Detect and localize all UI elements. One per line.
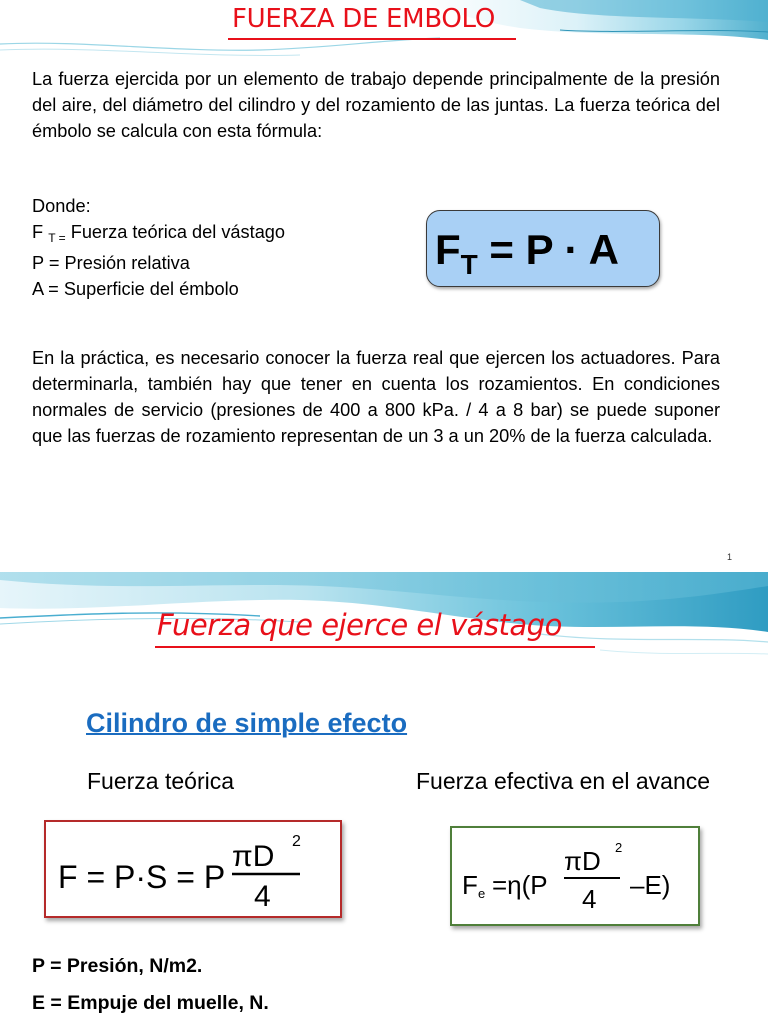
eq1-lhs: F = P·S = P [58, 859, 226, 895]
eq2-eta: =η(P [492, 870, 548, 900]
page-number: 1 [727, 552, 733, 562]
formula-subscript: T [460, 249, 478, 280]
def-pressure: P = Presión, N/m2. [32, 955, 203, 977]
def-ft-text: Fuerza teórica del vástago [65, 221, 286, 242]
eq2-lhs-subscript: e [478, 886, 486, 901]
variable-definitions [32, 194, 285, 302]
section-subtitle: Cilindro de simple efecto [86, 708, 408, 738]
def-spring-thrust: E = Empuje del muelle, N. [32, 992, 269, 1014]
slide-2 [0, 572, 768, 1024]
eq1-denominator: 4 [254, 880, 271, 913]
donde-label: Donde: [32, 196, 91, 216]
effective-force-equation [450, 826, 700, 926]
def-a: A = Superficie del émbolo [32, 278, 239, 299]
slide-title: Fuerza que ejerce el vástago [157, 608, 562, 642]
label-effective-force: Fuerza efectiva en el avance [416, 768, 711, 794]
formula-box [426, 210, 660, 287]
equation-svg [46, 822, 340, 916]
def-p: P = Presión relativa [32, 253, 190, 273]
practice-paragraph: En la práctica, es necesario conocer la fuerza real que ejercen los actuadores. Para determinarla, también hay que tener en cuenta los rozamientos. En condiciones normales de servicio (presiones de 400 a 800 kPa. / 4 a 8 bar) se puede suponer que las fuerzas de rozamiento representan de un 3 a un 20% de la fuerza calculada. [32, 348, 720, 446]
formula-f: F [435, 226, 461, 273]
title-underline [228, 38, 516, 40]
eq2-tail: –E) [630, 870, 671, 900]
eq2-lhs: F [462, 870, 478, 900]
def-ft [32, 220, 285, 252]
formula-rest: = P · A [477, 226, 619, 273]
theoretical-force-equation [44, 820, 342, 918]
def-ft-subscript: T = [48, 230, 66, 245]
eq2-numerator: πD [564, 846, 601, 876]
slide-title: FUERZA DE EMBOLO [232, 4, 495, 34]
eq2-exponent: 2 [615, 840, 623, 855]
eq2-denominator: 4 [582, 884, 597, 914]
label-theoretical-force: Fuerza teórica [87, 768, 235, 794]
title-underline [155, 646, 595, 648]
equation-svg [452, 828, 698, 924]
def-ft-letter: F [32, 221, 44, 242]
eq1-numerator: πD [232, 840, 275, 873]
intro-paragraph: La fuerza ejercida por un elemento de trabajo depende principalmente de la presión del aire, del diámetro del cilindro y del rozamiento de las juntas. La fuerza teórica del émbolo se calcula con esta fórmula: [32, 69, 720, 141]
eq1-exponent: 2 [292, 833, 301, 850]
